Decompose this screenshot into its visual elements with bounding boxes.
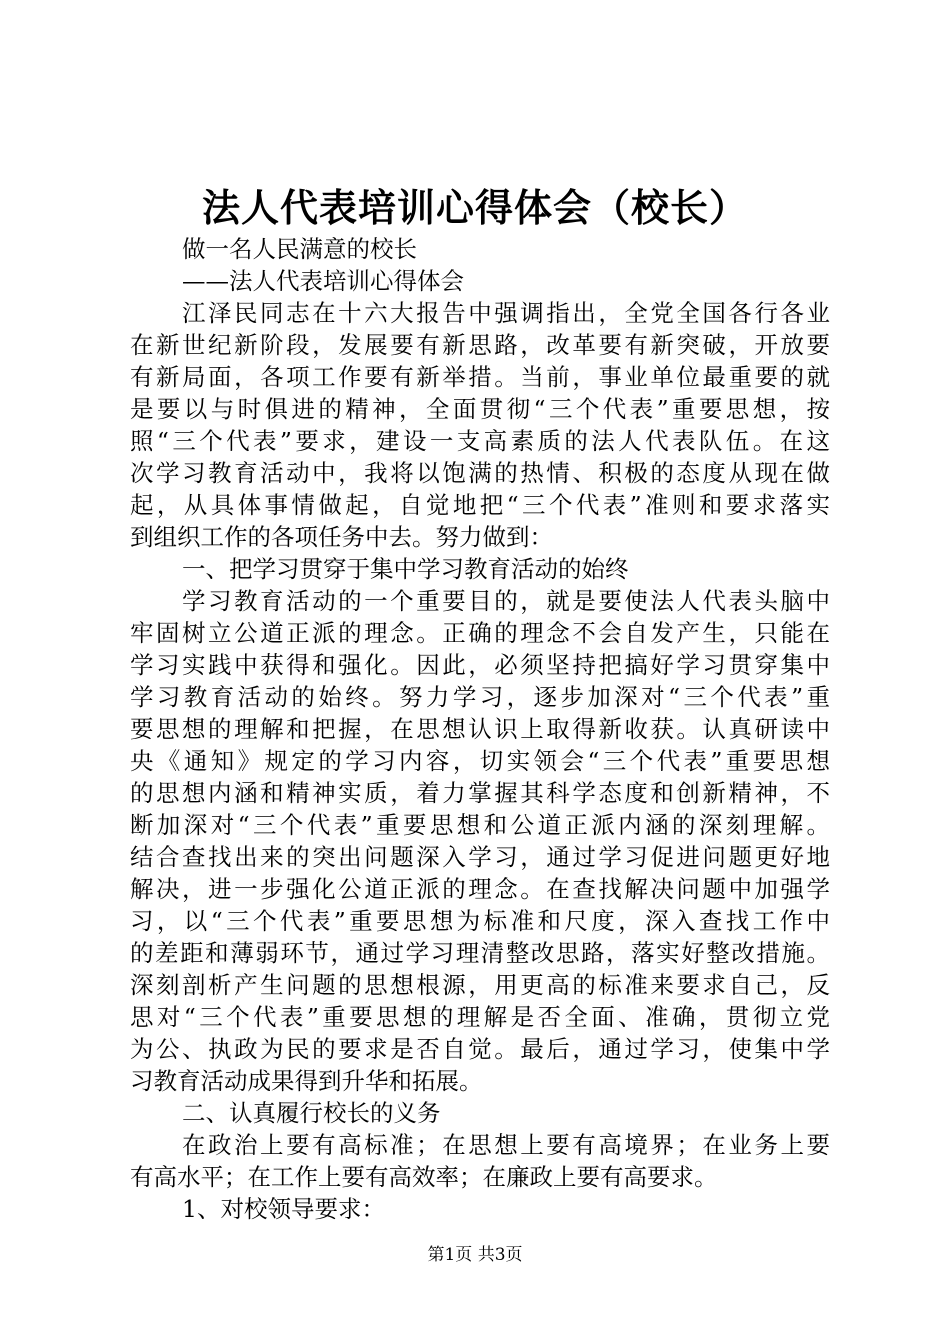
page-footer: 第1页 共3页 (427, 1245, 523, 1265)
document-body (130, 233, 830, 1225)
text-line: 结合查找出来的突出问题深入学习，通过学习促进问题更好地 (130, 843, 830, 871)
text-line: 江泽民同志在十六大报告中强调指出，全党全国各行各业 (182, 299, 830, 327)
text-line: 思对“三个代表”重要思想的理解是否全面、准确，贯彻立党 (130, 1003, 830, 1031)
text-line: 的思想内涵和精神实质，着力掌握其科学态度和创新精神，不 (130, 779, 830, 807)
heading-line: ——法人代表培训心得体会 (182, 267, 464, 295)
text-line: 在新世纪新阶段，发展要有新思路，改革要有新突破，开放要 (130, 331, 830, 359)
heading-line: 二、认真履行校长的义务 (182, 1099, 441, 1127)
text-line: 解决，进一步强化公道正派的理念。在查找解决问题中加强学 (130, 875, 830, 903)
heading-line: 1、对校领导要求： (182, 1195, 385, 1223)
text-line: 习，以“三个代表”重要思想为标准和尺度，深入查找工作中 (130, 907, 830, 935)
text-line: 为公、执政为民的要求是否自觉。最后，通过学习，使集中学 (130, 1035, 830, 1063)
document-title: 法人代表培训心得体会（校长） (201, 185, 748, 230)
text-line: 有高水平；在工作上要有高效率；在廉政上要有高要求。 (130, 1163, 718, 1191)
text-line: 牢固树立公道正派的理念。正确的理念不会自发产生，只能在 (130, 619, 830, 647)
text-line: 起，从具体事情做起，自觉地把“三个代表”准则和要求落实 (130, 491, 830, 519)
text-line: 学习实践中获得和强化。因此，必须坚持把搞好学习贯穿集中 (130, 651, 830, 679)
text-line: 是要以与时俱进的精神，全面贯彻“三个代表”重要思想，按 (130, 395, 830, 423)
text-line: 学习教育活动的一个重要目的，就是要使法人代表头脑中 (182, 587, 830, 615)
heading-line: 做一名人民满意的校长 (182, 235, 417, 263)
text-line: 要思想的理解和把握，在思想认识上取得新收获。认真研读中 (130, 715, 830, 743)
text-line: 深刻剖析产生问题的思想根源，用更高的标准来要求自己，反 (130, 971, 830, 999)
text-line: 断加深对“三个代表”重要思想和公道正派内涵的深刻理解。 (130, 811, 830, 839)
heading-line: 一、把学习贯穿于集中学习教育活动的始终 (182, 555, 629, 583)
text-line: 学习教育活动的始终。努力学习，逐步加深对“三个代表”重 (130, 683, 830, 711)
text-line: 次学习教育活动中，我将以饱满的热情、积极的态度从现在做 (130, 459, 830, 487)
text-line: 在政治上要有高标准；在思想上要有高境界；在业务上要 (182, 1131, 830, 1159)
text-line: 到组织工作的各项任务中去。努力做到： (130, 523, 553, 551)
text-line: 央《通知》规定的学习内容，切实领会“三个代表”重要思想 (130, 747, 830, 775)
text-line: 习教育活动成果得到升华和拓展。 (130, 1067, 483, 1095)
text-line: 照“三个代表”要求，建设一支高素质的法人代表队伍。在这 (130, 427, 830, 455)
text-line: 的差距和薄弱环节，通过学习理清整改思路，落实好整改措施。 (130, 939, 830, 967)
text-line: 有新局面，各项工作要有新举措。当前，事业单位最重要的就 (130, 363, 830, 391)
